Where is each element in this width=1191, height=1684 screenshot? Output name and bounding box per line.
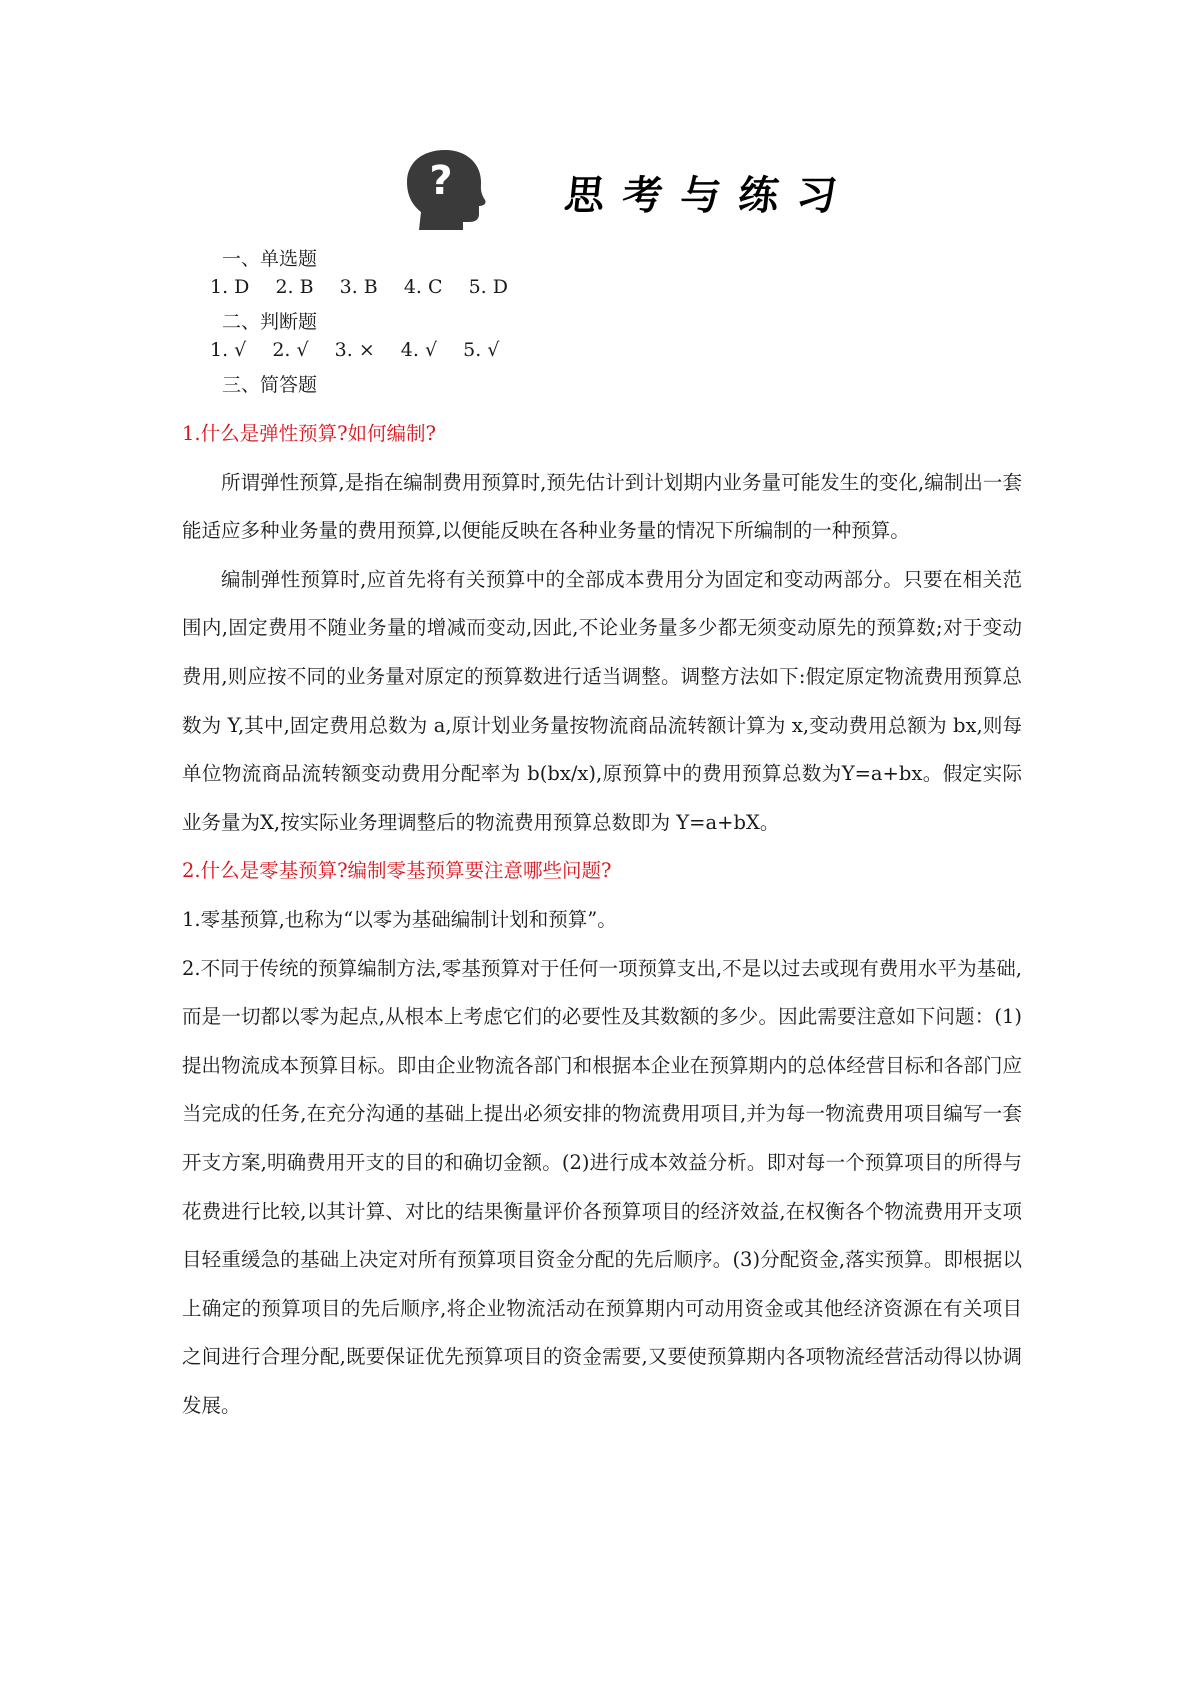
answer-item: 2. √ xyxy=(272,339,309,361)
short-answer-label: 三、简答题 xyxy=(222,374,318,396)
answer-item: 4. √ xyxy=(400,339,438,361)
answer-paragraph: 2.不同于传统的预算编制方法,零基预算对于任何一项预算支出,不是以过去或现有费用水平为基础,而是一切都以零为起点,从根本上考虑它们的必要性及其数额的多少。因此需要注意如下问题：(1)提出物流成本预算目标。即由企业物流各部门和根据本企业在预算期内的总体经营目标和各部门应当完成的任务,在充分沟通的基础上提出必须安排的物流费用项目,并为每一物流费用项目编写一套开支方案,明确费用开支的目的和确切金额。(2)进行成本效益分析。即对每一个预算项目的所得与花费进行比较,以其计算、对比的结果衡量评价各预算项目的经济效益,在权衡各个物流费用开支项目轻重缓急的基础上决定对所有预算项目资金分配的先后顺序。(3)分配资金,落实预算。即根据以上确定的预算项目的先后顺序,将企业物流活动在预算期内可动用资金或其他经济资源在有关项目之间进行合理分配,既要保证优先预算项目的资金需要,又要使预算期内各项物流经营活动得以协调发展。 xyxy=(182,956,1022,1417)
true-false-answers xyxy=(210,339,519,361)
single-choice-label: 一、单选题 xyxy=(222,248,318,270)
answer-item: 1. D xyxy=(210,276,250,298)
answer-paragraph: 编制弹性预算时,应首先将有关预算中的全部成本费用分为固定和变动两部分。只要在相关范围内,固定费用不随业务量的增减而变动,因此,不论业务量多少都无须变动原先的预算数;对于变动费用,则应按不同的业务量对原定的预算数进行适当调整。调整方法如下:假定原定物流费用预算总数为 Y,其中,固定费用总数为 a,原计划业务量按物流商品流转额计算为 x,变动费用总额为 bx,则每单位物流商品流转额变动费用分配率为 b(bx/x),原预算中的费用预算总数为Y=a+bx。假定实际业务量为X,按实际业务理调整后的物流费用预算总数即为 Y=a+bX。 xyxy=(182,567,1022,834)
answer-item: 5. D xyxy=(468,276,508,298)
page-header xyxy=(405,148,858,238)
answer-paragraph: 1.零基预算,也称为“以零为基础编制计划和预算”。 xyxy=(182,907,617,931)
single-choice-answers xyxy=(210,276,528,298)
answer-item: 1. √ xyxy=(210,339,247,361)
question-head-icon xyxy=(405,148,487,230)
answer-item: 3. × xyxy=(334,339,375,361)
question-title: 2.什么是零基预算?编制零基预算要注意哪些问题? xyxy=(182,859,612,883)
page-title: 思考与练习 xyxy=(562,173,858,219)
short-answer-content xyxy=(182,410,1022,1430)
answer-item: 3. B xyxy=(339,276,378,298)
answer-item: 2. B xyxy=(275,276,314,298)
answer-paragraph: 所谓弹性预算,是指在编制费用预算时,预先估计到计划期内业务量可能发生的变化,编制出一套能适应多种业务量的费用预算,以便能反映在各种业务量的情况下所编制的一种预算。 xyxy=(182,470,1022,543)
answer-item: 5. √ xyxy=(463,339,500,361)
svg-text:?: ? xyxy=(429,158,453,204)
question-title: 1.什么是弹性预算?如何编制? xyxy=(182,422,437,445)
answer-item: 4. C xyxy=(403,276,443,298)
true-false-label: 二、判断题 xyxy=(222,311,318,333)
